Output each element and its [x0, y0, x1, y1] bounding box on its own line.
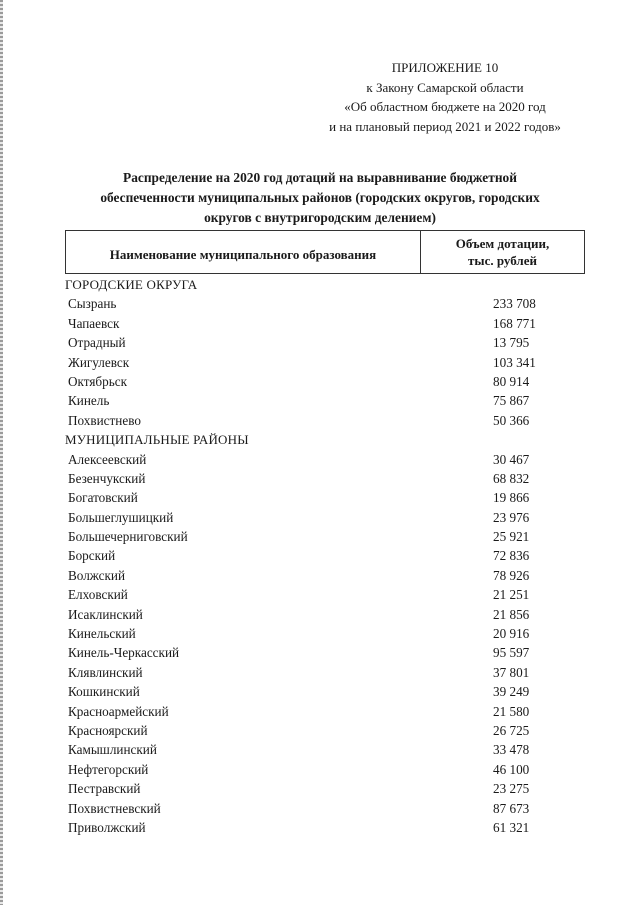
municipality-name: Похвистневский [68, 800, 161, 816]
municipality-name: Чапаевск [68, 315, 120, 331]
municipality-name: Приволжский [68, 819, 146, 835]
municipality-name: Богатовский [68, 490, 138, 506]
grant-amount: 168 771 [493, 315, 536, 331]
grant-amount: 21 251 [493, 587, 530, 603]
title-line: округов с внутригородским делением) [204, 210, 436, 225]
municipality-name: Камышлинский [68, 742, 157, 758]
grant-amount: 25 921 [493, 529, 530, 545]
grant-amount: 46 100 [493, 761, 530, 777]
municipality-name: Кинельский [68, 626, 136, 642]
grant-amount: 23 976 [493, 509, 530, 525]
municipality-name: Красноярский [68, 722, 148, 738]
municipality-name: Большечерниговский [68, 529, 188, 545]
table-row [65, 314, 585, 333]
grant-amount: 72 836 [493, 548, 530, 564]
grant-amount: 233 708 [493, 296, 536, 312]
grant-amount: 95 597 [493, 645, 530, 661]
grant-amount: 87 673 [493, 800, 530, 816]
appendix-law: к Закону Самарской области [366, 79, 524, 95]
municipality-name: Исаклинский [68, 606, 143, 622]
municipality-name: Большеглушицкий [68, 509, 174, 525]
column-header-amount-unit: тыс. рублей [468, 253, 537, 268]
table-row [65, 508, 585, 527]
grant-amount: 21 580 [493, 703, 530, 719]
municipality-name: Волжский [68, 567, 126, 583]
municipality-name: Борский [68, 548, 116, 564]
appendix-number: ПРИЛОЖЕНИЕ 10 [391, 60, 499, 75]
table-row [65, 740, 585, 759]
table-row [65, 546, 585, 565]
section-label: ГОРОДСКИЕ ОКРУГА [65, 277, 198, 292]
table-row [65, 391, 585, 410]
table-row [65, 643, 585, 662]
appendix-law-title: «Об областном бюджете на 2020 год [344, 99, 546, 114]
grant-amount: 78 926 [493, 567, 530, 583]
grant-amount: 20 916 [493, 626, 530, 642]
municipality-name: Клявлинский [68, 664, 143, 680]
scan-edge [0, 0, 3, 905]
table-row [65, 411, 585, 430]
municipality-name: Жигулевск [68, 354, 130, 370]
municipality-name: Кошкинский [68, 684, 140, 700]
municipality-name: Алексеевский [68, 451, 147, 467]
table-row [65, 682, 585, 701]
table-row [65, 799, 585, 818]
city-rows [65, 294, 585, 430]
column-header-name: Наименование муниципального образования [66, 231, 421, 273]
grant-amount: 103 341 [493, 354, 536, 370]
table-row [65, 779, 585, 798]
table-row [65, 333, 585, 352]
municipality-name: Кинель-Черкасский [68, 645, 180, 661]
table-row [65, 294, 585, 313]
appendix-period: и на плановый период 2021 и 2022 годов» [329, 118, 561, 134]
grant-amount: 23 275 [493, 781, 530, 797]
table-row [65, 760, 585, 779]
grant-amount: 50 366 [493, 412, 530, 428]
municipality-name: Сызрань [68, 296, 117, 312]
table-row [65, 450, 585, 469]
table-header [65, 230, 585, 274]
table-body [65, 275, 585, 837]
grant-amount: 33 478 [493, 742, 530, 758]
grant-amount: 13 795 [493, 335, 530, 351]
section-heading-city-districts [65, 275, 585, 294]
grant-amount: 21 856 [493, 606, 530, 622]
column-header-amount-line: Объем дотации, [455, 236, 550, 251]
municipality-name: Отрадный [68, 335, 126, 351]
grant-amount: 19 866 [493, 490, 530, 506]
grant-amount: 68 832 [493, 470, 530, 486]
table-row [65, 566, 585, 585]
table-row [65, 585, 585, 604]
grant-amount: 37 801 [493, 664, 530, 680]
title-line: Распределение на 2020 год дотаций на выравнивание бюджетной [123, 170, 517, 185]
table-row [65, 663, 585, 682]
municipality-name: Нефтегорский [68, 761, 149, 777]
municipality-name: Кинель [68, 393, 110, 409]
table-row [65, 605, 585, 624]
table-row [65, 372, 585, 391]
grant-amount: 75 867 [493, 393, 530, 409]
document-title [95, 168, 545, 228]
table-row [65, 527, 585, 546]
appendix-header [300, 58, 590, 136]
municipality-name: Похвистнево [68, 412, 141, 428]
municipality-name: Октябрьск [68, 373, 127, 389]
table-row [65, 624, 585, 643]
table-row [65, 488, 585, 507]
table-row [65, 353, 585, 372]
grant-amount: 39 249 [493, 684, 530, 700]
grant-amount: 61 321 [493, 819, 530, 835]
column-header-amount [421, 231, 584, 273]
municipality-name: Красноармейский [68, 703, 169, 719]
municipality-name: Безенчукский [68, 470, 146, 486]
table-row [65, 702, 585, 721]
table-row [65, 818, 585, 837]
district-rows [65, 450, 585, 838]
grant-amount: 80 914 [493, 373, 530, 389]
section-label: МУНИЦИПАЛЬНЫЕ РАЙОНЫ [65, 432, 249, 448]
municipality-name: Пестравский [68, 781, 141, 797]
table-row [65, 469, 585, 488]
section-heading-municipal-districts [65, 430, 585, 449]
table-row [65, 721, 585, 740]
grant-amount: 30 467 [493, 451, 530, 467]
title-line: обеспеченности муниципальных районов (городских округов, городских [100, 190, 540, 205]
grant-amount: 26 725 [493, 722, 530, 738]
municipality-name: Елховский [68, 587, 128, 603]
